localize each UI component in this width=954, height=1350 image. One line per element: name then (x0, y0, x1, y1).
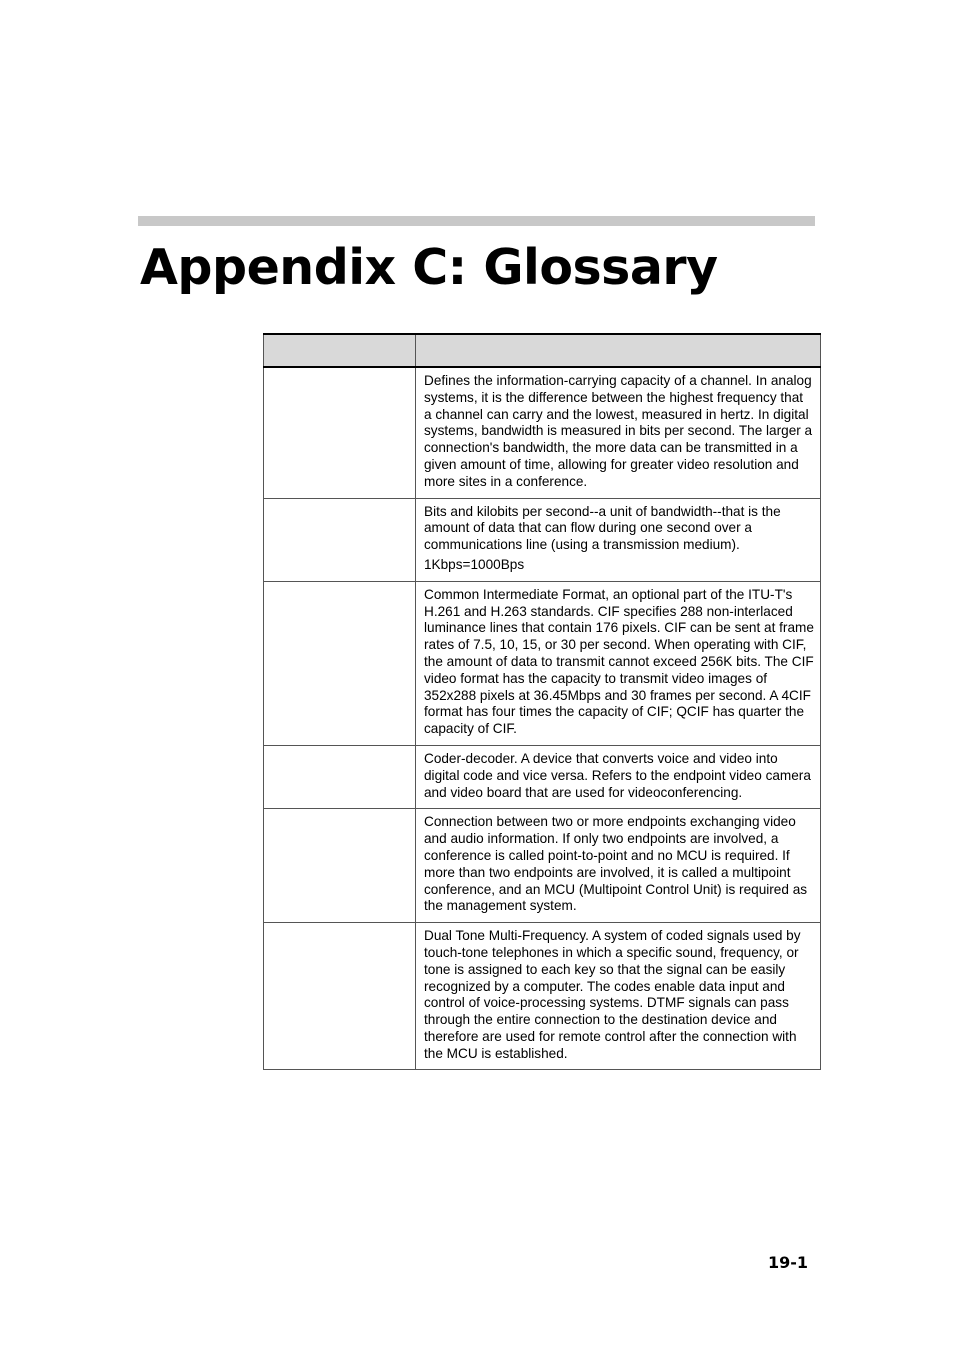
glossary-term (264, 367, 416, 498)
definition-paragraph: Coder-decoder. A device that converts voice and video into digital code and vice versa. Refers to the endpoint video camera and video board that are used for videoconferencing. (424, 750, 811, 800)
glossary-table (263, 333, 821, 1070)
title-divider (138, 216, 815, 226)
glossary-row (264, 809, 821, 923)
glossary-row (264, 581, 821, 745)
definition-paragraph: Bits and kilobits per second--a unit of bandwidth--that is the amount of data that can flow during one second over a communications line (using a transmission medium). (424, 503, 781, 553)
glossary-definition (416, 498, 821, 581)
glossary-row (264, 745, 821, 808)
definition-column-header (416, 334, 821, 367)
glossary-definition (416, 367, 821, 498)
term-column-header (264, 334, 416, 367)
glossary-row (264, 367, 821, 498)
definition-paragraph: Dual Tone Multi-Frequency. A system of coded signals used by touch-tone telephones in which a specific sound, frequency, or tone is assigned to each key so that the signal can be easily recognized by a computer. The codes enable data input and control of voice-processing systems. DTMF signals can pass through the entire connection to the destination device and therefore are used for remote control after the connection with the MCU is established. (424, 928, 801, 1061)
glossary-definition (416, 745, 821, 808)
glossary-term (264, 581, 416, 745)
glossary-header-row (264, 334, 821, 367)
page-title: Appendix C: Glossary (140, 239, 718, 296)
definition-paragraph: Common Intermediate Format, an optional part of the ITU-T's H.261 and H.263 standards. CIF specifies 288 non-interlaced luminance lines that contain 176 pixels. CIF can be sent at frame rates of 7.5, 10, 15, or 30 per second. When operating with CIF, the amount of data to transmit cannot exceed 256K bits. The CIF video format has the capacity to transmit video images of 352x288 pixels at 36.45Mbps and 30 frames per second. A 4CIF format has four times the capacity of CIF; QCIF has quarter the capacity of CIF. (424, 586, 814, 737)
glossary-definition (416, 581, 821, 745)
glossary-term (264, 923, 416, 1070)
glossary-definition (416, 923, 821, 1070)
glossary-term (264, 745, 416, 808)
glossary-term (264, 498, 416, 581)
glossary-definition (416, 809, 821, 923)
page-number: 19-1 (767, 1253, 808, 1272)
definition-paragraph: Connection between two or more endpoints exchanging video and audio information. If only two endpoints are involved, a conference is called point-to-point and no MCU is required. If more than two endpoints are involved, it is called a multipoint conference, and an MCU (Multipoint Control Unit) is required as the management system. (424, 814, 808, 914)
definition-paragraph: 1Kbps=1000Bps (424, 556, 525, 572)
glossary-row (264, 923, 821, 1070)
definition-paragraph: Defines the information-carrying capacity of a channel. In analog systems, it is the difference between the highest frequency that a channel can carry and the lowest, measured in hertz. In digital systems, bandwidth is measured in bits per second. The larger a connection's bandwidth, the more data can be transmitted in a given amount of time, allowing for greater video resolution and more sites in a conference. (424, 373, 813, 489)
glossary-term (264, 809, 416, 923)
glossary-row (264, 498, 821, 581)
